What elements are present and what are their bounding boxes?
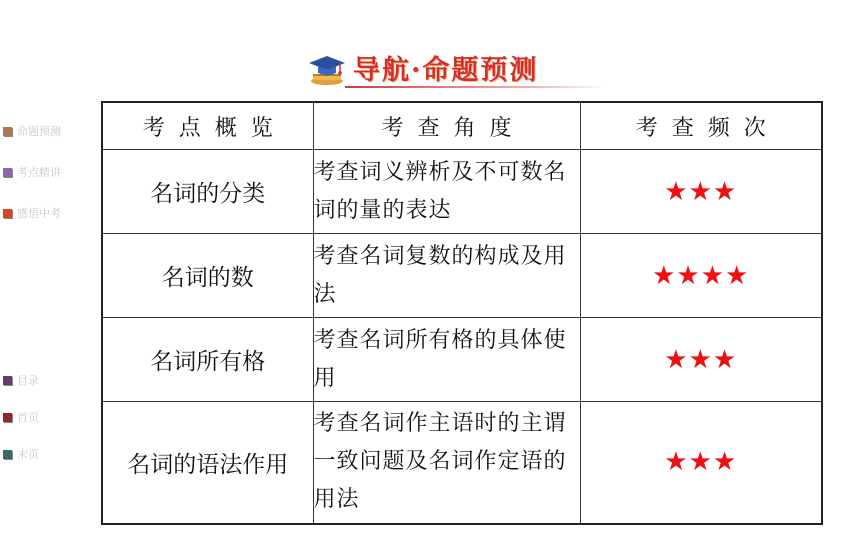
nav-label: 目录 — [17, 374, 39, 387]
square-bullet-icon — [3, 168, 12, 177]
nav-label: 末页 — [17, 448, 39, 461]
topic-cell: 名词所有格 — [102, 318, 313, 402]
column-header-overview: 考 点 概 览 — [102, 102, 313, 150]
table-row — [102, 402, 822, 524]
graduation-cap-icon — [307, 52, 347, 86]
nav-item-exam-insight[interactable] — [3, 203, 61, 223]
square-bullet-icon — [3, 209, 12, 218]
description-cell: 考查名词复数的构成及用法 — [313, 234, 580, 318]
topic-cell: 名词的分类 — [102, 150, 313, 234]
title-underline — [345, 86, 607, 88]
star-rating: ★★★★ — [580, 234, 822, 318]
square-bullet-icon — [3, 413, 12, 422]
topic-cell: 名词的数 — [102, 234, 313, 318]
description-cell: 考查名词所有格的具体使用 — [313, 318, 580, 402]
topic-cell: 名词的语法作用 — [102, 402, 313, 524]
nav-label: 考点精讲 — [17, 166, 61, 179]
overview-table — [101, 101, 823, 525]
page-title: 导航·命题预测 — [353, 55, 539, 86]
nav-item-prediction[interactable] — [3, 121, 61, 141]
side-nav-top — [3, 121, 61, 244]
star-rating: ★★★ — [580, 318, 822, 402]
star-rating: ★★★ — [580, 150, 822, 234]
table-row — [102, 318, 822, 402]
page-title-banner — [305, 44, 605, 90]
nav-label: 感悟中考 — [17, 207, 61, 220]
nav-item-last-page[interactable] — [3, 444, 39, 464]
square-bullet-icon — [3, 127, 12, 136]
square-bullet-icon — [3, 376, 12, 385]
nav-item-key-points[interactable] — [3, 162, 61, 182]
description-cell: 考查名词作主语时的主谓一致问题及名词作定语的用法 — [313, 402, 580, 524]
nav-item-contents[interactable] — [3, 370, 39, 390]
description-cell: 考查词义辨析及不可数名词的量的表达 — [313, 150, 580, 234]
nav-item-first-page[interactable] — [3, 407, 39, 427]
table-header-row — [102, 102, 822, 150]
side-nav-bottom — [3, 370, 39, 481]
star-rating: ★★★ — [580, 402, 822, 524]
nav-label: 首页 — [17, 411, 39, 424]
square-bullet-icon — [3, 450, 12, 459]
nav-label: 命题预测 — [17, 125, 61, 138]
table-row — [102, 234, 822, 318]
column-header-angle: 考 查 角 度 — [313, 102, 580, 150]
column-header-frequency: 考 查 频 次 — [580, 102, 822, 150]
table-row — [102, 150, 822, 234]
